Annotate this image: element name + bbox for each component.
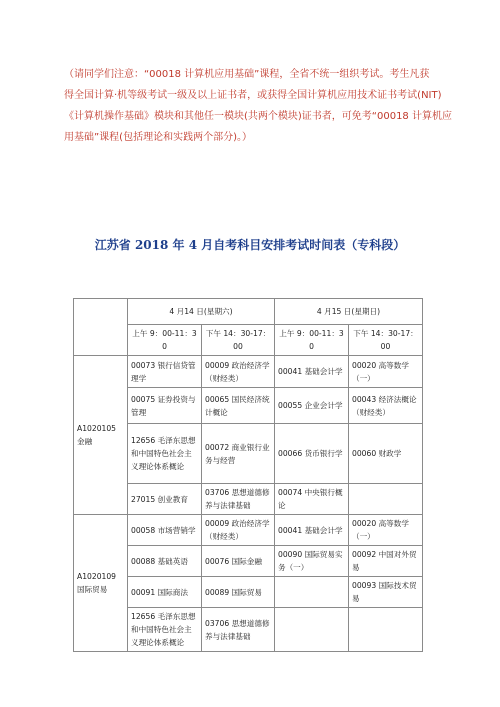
course-cell: 00076 国际金融 [202,546,275,577]
schedule-body [74,356,423,652]
course-cell: 00066 货币银行学 [275,424,349,484]
course-cell: 00055 企业会计学 [275,388,349,424]
course-cell: 03706 思想道德修养与法律基础 [202,608,275,652]
slot-header: 上午 9：00-11：30 [128,325,202,356]
notice-line: （请同学们注意：“00018 计算机应用基础”课程，全省不统一组织考试。考生凡获 [64,69,430,80]
day-header: 4 月14 日(星期六) [128,299,275,325]
course-cell [275,608,349,652]
course-cell [349,608,423,652]
table-row [74,356,423,388]
course-cell: 00058 市场营销学 [128,515,202,546]
course-cell: 00009 政治经济学（财经类） [202,515,275,546]
course-cell: 00088 基础英语 [128,546,202,577]
course-cell: 00093 国际技术贸易 [349,577,423,608]
course-cell: 00020 高等数学（一） [349,356,423,388]
course-cell: 00009 政治经济学（财经类） [202,356,275,388]
notice-line: 《计算机操作基础》模块和其他任一模块(共两个模块)证书者，可免考“00018 计算机应 [64,111,452,122]
schedule-title: 江苏省 2018 年 4 月自考科目安排考试时间表（专科段） [94,238,406,252]
course-cell: 00075 证券投资与管理 [128,388,202,424]
slot-header: 上午 9：00-11：30 [275,325,349,356]
notice-line: 用基础”课程(包括理论和实践两个部分)。） [64,132,252,143]
course-cell: 03706 思想道德修养与法律基础 [202,484,275,515]
exam-schedule-table [73,298,423,652]
course-cell: 00060 财政学 [349,424,423,484]
course-cell [275,577,349,608]
course-cell: 00065 国民经济统计概论 [202,388,275,424]
course-cell: 00091 国际商法 [128,577,202,608]
major-code: A1020105 [77,424,117,433]
major-name: 国际贸易 [77,585,108,594]
course-cell: 00090 国际贸易实务（一） [275,546,349,577]
major-name: 金融 [77,437,93,446]
corner-cell [74,299,128,356]
course-cell: 00073 银行信贷管理学 [128,356,202,388]
course-cell: 00072 商业银行业务与经营 [202,424,275,484]
course-cell: 27015 创业教育 [128,484,202,515]
major-cell [74,356,128,515]
major-code: A1020109 [77,572,117,581]
slot-header: 下午 14：30-17：00 [349,325,423,356]
course-cell: 00041 基础会计学 [275,515,349,546]
day-header: 4 月15 日(星期日) [275,299,423,325]
course-cell: 00043 经济法概论（财经类） [349,388,423,424]
course-cell: 00089 国际贸易 [202,577,275,608]
course-cell [349,484,423,515]
course-cell: 12656 毛泽东思想和中国特色社会主义理论体系概论 [128,608,202,652]
course-cell: 00092 中国对外贸易 [349,546,423,577]
course-cell: 00020 高等数学（一） [349,515,423,546]
course-cell: 00041 基础会计学 [275,356,349,388]
course-cell: 12656 毛泽东思想和中国特色社会主义理论体系概论 [128,424,202,484]
slot-header: 下午 14：30-17：00 [202,325,275,356]
exam-notice [64,64,452,148]
table-row [74,515,423,546]
notice-line: 得全国计算·机等级考试一级及以上证书者，或获得全国计算机应用技术证书考试(NIT) [64,90,442,101]
major-cell [74,515,128,652]
course-cell: 00074 中央银行概论 [275,484,349,515]
